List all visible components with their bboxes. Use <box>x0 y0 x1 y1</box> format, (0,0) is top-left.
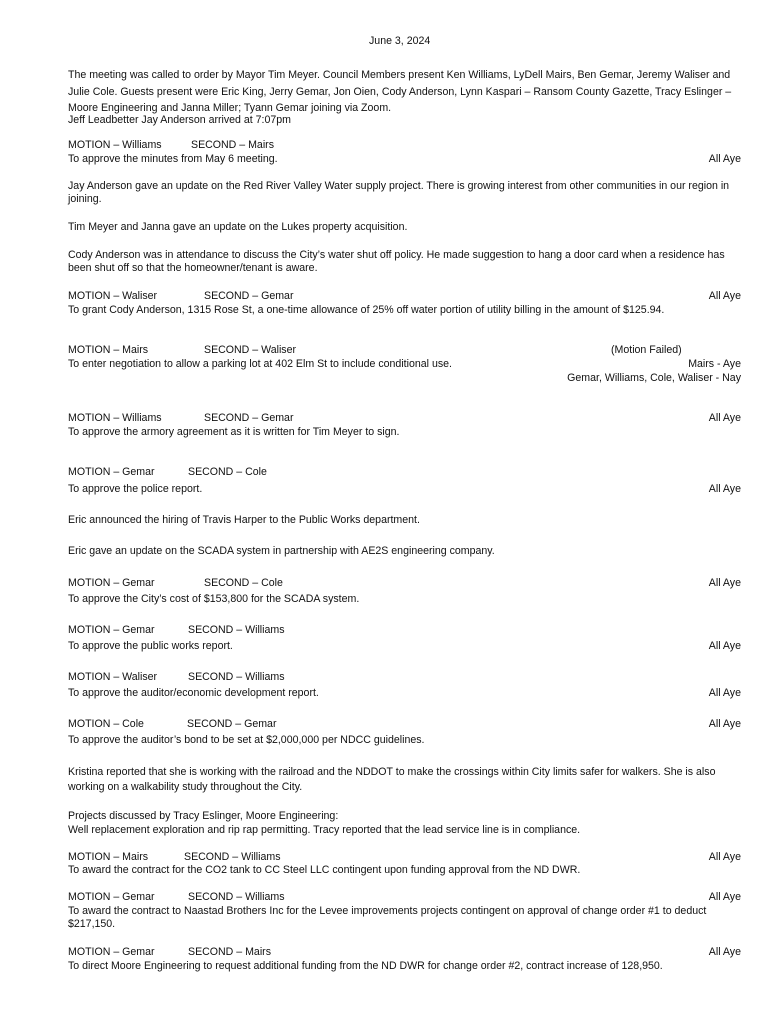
motion-10-second: SECOND – Williams <box>184 851 281 863</box>
motion-10-mover: MOTION – Mairs <box>68 851 149 863</box>
kristina-paragraph: Kristina reported that she is working with the railroad and the NDDOT to make the crossings within City limits safer for walkers. She is also working on a walkability study throughout the City. <box>68 766 716 793</box>
motion-11-text: To award the contract to Naastad Brothers Inc for the Levee improvements projects contingent on approval of change order #1 to deduct $217,150. <box>68 905 707 930</box>
motion-7-mover: MOTION – Gemar <box>68 624 155 636</box>
motion-4-vote: All Aye <box>708 412 741 424</box>
motion-5-vote: All Aye <box>708 483 741 495</box>
motion-3-second: SECOND – Waliser <box>204 344 297 356</box>
motion-4-text: To approve the armory agreement as it is written for Tim Meyer to sign. <box>68 426 400 438</box>
motion-5-mover: MOTION – Gemar <box>68 466 155 478</box>
motion-12-second: SECOND – Mairs <box>188 946 271 958</box>
motion-7-vote: All Aye <box>708 640 741 652</box>
motion-9-vote: All Aye <box>708 718 741 730</box>
motion-3-vote-nay: Gemar, Williams, Cole, Waliser - Nay <box>567 372 741 384</box>
motion-12-mover: MOTION – Gemar <box>68 946 155 958</box>
motion-6-vote: All Aye <box>708 577 741 589</box>
lukes-paragraph: Tim Meyer and Janna gave an update on the Lukes property acquisition. <box>68 221 408 233</box>
motion-3-mover: MOTION – Mairs <box>68 344 149 356</box>
intro-arrival-line: Jeff Leadbetter Jay Anderson arrived at 7:07pm <box>68 114 292 126</box>
motion-10-vote: All Aye <box>708 851 741 863</box>
motion-3-status: (Motion Failed) <box>611 344 682 356</box>
eric-hiring-paragraph: Eric announced the hiring of Travis Harper to the Public Works department. <box>68 514 420 526</box>
motion-8-vote: All Aye <box>708 687 741 699</box>
motion-6-text: To approve the City’s cost of $153,800 for the SCADA system. <box>68 593 360 605</box>
motion-2-mover: MOTION – Waliser <box>68 290 158 302</box>
motion-12-vote: All Aye <box>708 946 741 958</box>
motion-4-mover: MOTION – Williams <box>68 412 162 424</box>
motion-1-vote: All Aye <box>708 153 741 165</box>
motion-3-text: To enter negotiation to allow a parking lot at 402 Elm St to include conditional use. <box>68 358 452 370</box>
motion-6-mover: MOTION – Gemar <box>68 577 155 589</box>
motion-11-second: SECOND – Williams <box>188 891 285 903</box>
motion-1-mover: MOTION – Williams <box>68 139 162 151</box>
intro-paragraph: The meeting was called to order by Mayor Tim Meyer. Council Members present Ken Williams, LyDell Mairs, Ben Gemar, Jeremy Waliser and Julie Cole. Guests present were Eric King, Jerry Gemar, Jon Oien, Cody Anderson, Lynn Kaspari – Ransom County Gazette, Tracy Eslinger – Moore Engineering and Janna Miller; Tyann Gemar joining via Zoom. <box>68 69 732 114</box>
motion-1-text: To approve the minutes from May 6 meeting. <box>68 153 278 165</box>
motion-2-second: SECOND – Gemar <box>204 290 294 302</box>
motion-1-second: SECOND – Mairs <box>191 139 274 151</box>
motion-9-text: To approve the auditor’s bond to be set at $2,000,000 per NDCC guidelines. <box>68 734 425 746</box>
motion-2-text: To grant Cody Anderson, 1315 Rose St, a one-time allowance of 25% off water portion of utility billing in the amount of $125.94. <box>68 304 665 316</box>
motion-10-text: To award the contract for the CO2 tank to CC Steel LLC contingent upon funding approval from the ND DWR. <box>68 864 581 876</box>
motion-5-text: To approve the police report. <box>68 483 203 495</box>
motion-2-vote: All Aye <box>708 290 741 302</box>
motion-8-mover: MOTION – Waliser <box>68 671 158 683</box>
motion-5-second: SECOND – Cole <box>188 466 267 478</box>
projects-detail: Well replacement exploration and rip rap permitting. Tracy reported that the lead service line is in compliance. <box>68 824 581 836</box>
motion-8-text: To approve the auditor/economic development report. <box>68 687 319 699</box>
projects-heading: Projects discussed by Tracy Eslinger, Moore Engineering: <box>68 810 339 822</box>
motion-9-second: SECOND – Gemar <box>187 718 277 730</box>
motion-12-text: To direct Moore Engineering to request additional funding from the ND DWR for change order #2, contract increase of 128,950. <box>68 960 663 972</box>
eric-scada-paragraph: Eric gave an update on the SCADA system in partnership with AE2S engineering company. <box>68 545 495 557</box>
motion-9-mover: MOTION – Cole <box>68 718 144 730</box>
motion-11-vote: All Aye <box>708 891 741 903</box>
shutoff-paragraph: Cody Anderson was in attendance to discuss the City’s water shut off policy. He made suggestion to hang a door card when a residence has been shut off so that the homeowner/tenant is aware. <box>68 249 725 274</box>
motion-11-mover: MOTION – Gemar <box>68 891 155 903</box>
water-supply-paragraph: Jay Anderson gave an update on the Red River Valley Water supply project. There is growing interest from other communities in our region in joining. <box>68 180 730 205</box>
motion-3-vote-aye: Mairs - Aye <box>688 358 741 370</box>
date-heading: June 3, 2024 <box>369 35 431 47</box>
motion-6-second: SECOND – Cole <box>204 577 283 589</box>
motion-8-second: SECOND – Williams <box>188 671 285 683</box>
motion-7-second: SECOND – Williams <box>188 624 285 636</box>
motion-4-second: SECOND – Gemar <box>204 412 294 424</box>
motion-7-text: To approve the public works report. <box>68 640 233 652</box>
